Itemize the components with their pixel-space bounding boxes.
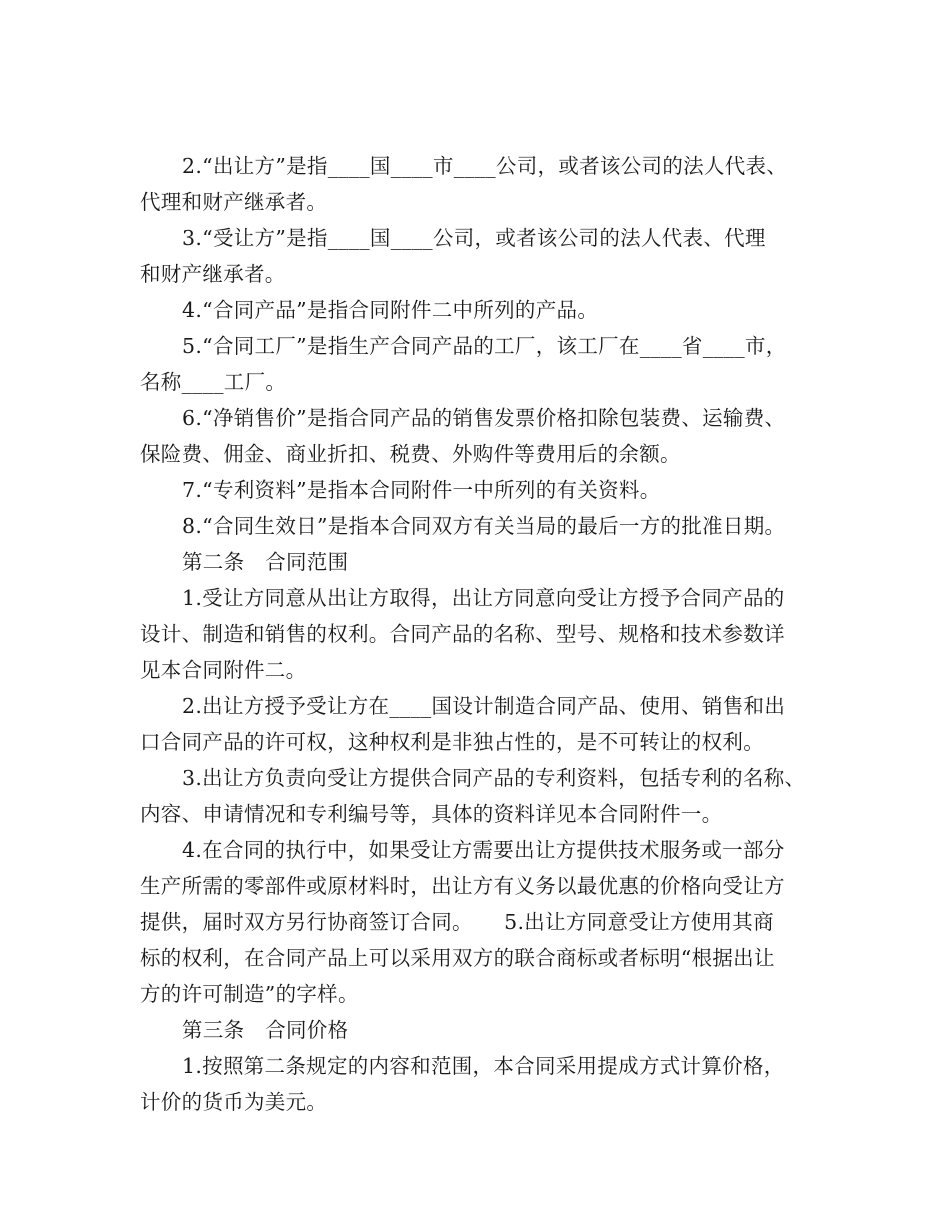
text-line: 生产所需的零部件或原材料时，出让方有义务以最优惠的价格向受让方	[140, 874, 785, 898]
text-line: 计价的货币为美元。	[140, 1090, 328, 1114]
text-line: 8.“合同生效日”是指本合同双方有关当局的最后一方的批准日期。	[182, 514, 786, 538]
text-line: 7.“专利资料”是指本合同附件一中所列的有关资料。	[182, 478, 661, 502]
text-line: 保险费、佣金、商业折扣、税费、外购件等费用后的余额。	[140, 442, 681, 466]
text-line: 见本合同附件二。	[140, 658, 307, 682]
text-line: 内容、申请情况和专利编号等，具体的资料详见本合同附件一。	[140, 802, 723, 826]
text-line: 提供，届时双方另行协商签订合同。 5.出让方同意受让方使用其商	[140, 910, 774, 934]
text-line: 3.出让方负责向受让方提供合同产品的专利资料，包括专利的名称、	[182, 766, 806, 790]
text-line: 1.按照第二条规定的内容和范围，本合同采用提成方式计算价格，	[182, 1054, 785, 1078]
document-page	[140, 148, 830, 1120]
text-line: 5.“合同工厂”是指生产合同产品的工厂，该工厂在____省____市，	[182, 334, 787, 358]
text-line: 3.“受让方”是指____国____公司，或者该公司的法人代表、代理	[182, 226, 766, 250]
text-line: 标的权利，在合同产品上可以采用双方的联合商标或者标明“根据出让	[140, 946, 775, 970]
text-line: 设计、制造和销售的权利。合同产品的名称、型号、规格和技术参数详	[140, 622, 785, 646]
section-heading: 第三条 合同价格	[182, 1018, 349, 1042]
text-line: 2.“出让方”是指____国____市____公司，或者该公司的法人代表、	[182, 154, 788, 178]
text-line: 2.出让方授予受让方在____国设计制造合同产品、使用、销售和出	[182, 694, 786, 718]
text-line: 方的许可制造”的字样。	[140, 982, 359, 1006]
text-line: 1.受让方同意从出让方取得，出让方同意向受让方授予合同产品的	[182, 586, 785, 610]
text-line: 和财产继承者。	[140, 262, 286, 286]
text-line: 名称____工厂。	[140, 370, 287, 394]
text-line: 代理和财产继承者。	[140, 190, 328, 214]
section-heading: 第二条 合同范围	[182, 550, 349, 574]
text-line: 口合同产品的许可权，这种权利是非独占性的，是不可转让的权利。	[140, 730, 764, 754]
text-line: 6.“净销售价”是指合同产品的销售发票价格扣除包装费、运输费、	[182, 406, 786, 430]
text-line: 4.在合同的执行中，如果受让方需要出让方提供技术服务或一部分	[182, 838, 785, 862]
text-line: 4.“合同产品”是指合同附件二中所列的产品。	[182, 298, 599, 322]
